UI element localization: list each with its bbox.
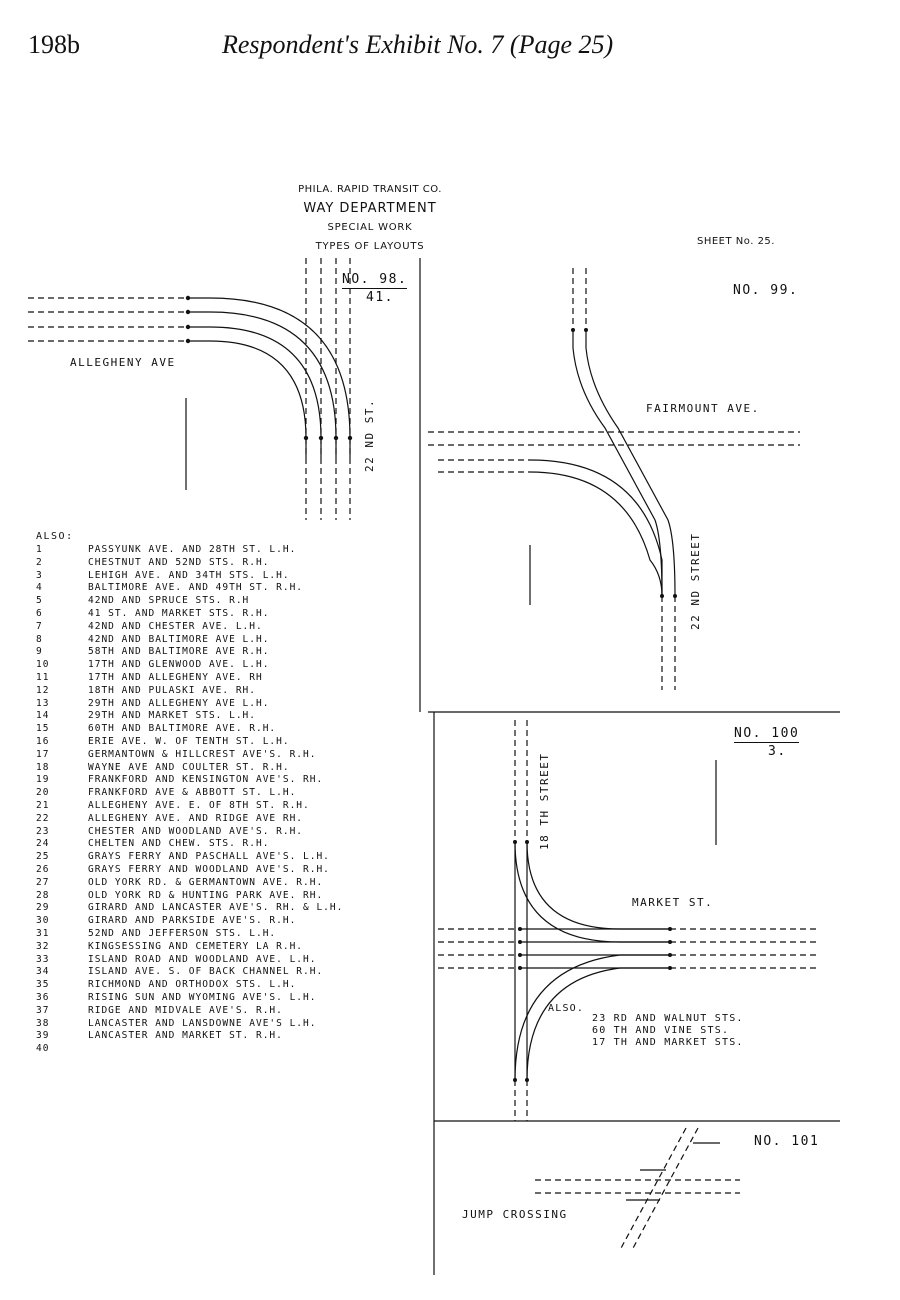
layout-98-number: NO. 98. xyxy=(342,272,408,287)
also-list-item-text: ISLAND AVE. S. OF BACK CHANNEL R.H. xyxy=(88,966,324,978)
also-list-item-text: GIRARD AND PARKSIDE AVE'S. R.H. xyxy=(88,915,297,927)
also-list-item-text: WAYNE AVE AND COULTER ST. R.H. xyxy=(88,761,290,773)
also-list-item-text: GERMANTOWN & HILLCREST AVE'S. R.H. xyxy=(88,748,317,760)
also-list-item-number: 36 xyxy=(36,992,50,1003)
also-list-item-number: 39 xyxy=(36,1030,50,1042)
also-list-item-number: 11 xyxy=(36,672,50,683)
also-list-item-number: 15 xyxy=(36,723,50,735)
layout-98-street-label: ALLEGHENY AVE xyxy=(70,356,176,369)
layout-100-also-label: ALSO. xyxy=(548,1003,585,1014)
also-list-item-text: ERIE AVE. W. OF TENTH ST. L.H. xyxy=(88,736,290,747)
layout-99-street-label: FAIRMOUNT AVE. xyxy=(646,402,760,415)
also-list-item-number: 6 xyxy=(36,608,43,619)
also-list-item-number: 32 xyxy=(36,940,50,952)
also-list-item-number: 3 xyxy=(36,569,43,581)
also-list-item-text: LANCASTER AND MARKET ST. R.H. xyxy=(88,1030,283,1042)
also-list-item-text: 41 ST. AND MARKET STS. R.H. xyxy=(88,608,270,619)
also-item: 17 TH AND MARKET STS. xyxy=(592,1037,744,1048)
also-list-item-number: 34 xyxy=(36,966,50,978)
also-list-item-text: RICHMOND AND ORTHODOX STS. L.H. xyxy=(88,979,297,991)
also-list-item-text: ISLAND ROAD AND WOODLAND AVE. L.H. xyxy=(88,953,317,965)
also-list-item-number: 8 xyxy=(36,633,43,645)
layout-100-street-label: MARKET ST. xyxy=(632,896,714,909)
also-list-item-number: 26 xyxy=(36,864,50,875)
also-list-item-text: 60TH AND BALTIMORE AVE. R.H. xyxy=(88,723,277,735)
also-list-item-text: 29TH AND ALLEGHENY AVE L.H. xyxy=(88,697,270,709)
also-list-item-text: 42ND AND CHESTER AVE. L.H. xyxy=(88,620,263,632)
also-list-item-number: 28 xyxy=(36,889,50,901)
also-list-item-number: 18 xyxy=(36,761,50,773)
also-list-item-text: 42ND AND BALTIMORE AVE L.H. xyxy=(88,633,270,645)
also-list-item-text: KINGSESSING AND CEMETERY LA R.H. xyxy=(88,940,304,952)
also-list-item-number: 31 xyxy=(36,928,50,939)
also-list-item-number: 19 xyxy=(36,774,50,786)
also-list-item-number: 35 xyxy=(36,979,50,991)
page-title: Respondent's Exhibit No. 7 (Page 25) xyxy=(222,30,614,59)
also-list-item-number: 13 xyxy=(36,697,50,709)
layout-100-also-items xyxy=(592,1013,744,1049)
also-list-item-number: 10 xyxy=(36,659,50,671)
company-name: PHILA. RAPID TRANSIT CO. xyxy=(298,184,442,195)
also-list-item-number: 40 xyxy=(36,1043,50,1055)
layout-101-drawing xyxy=(535,1128,740,1250)
also-list-item-text: 17TH AND ALLEGHENY AVE. RH xyxy=(88,672,263,683)
also-list-item-number: 2 xyxy=(36,556,43,568)
also-list-item-number: 27 xyxy=(36,876,50,888)
also-list-item-number: 20 xyxy=(36,787,50,799)
also-list-item-text: GRAYS FERRY AND WOODLAND AVE'S. R.H. xyxy=(88,864,330,875)
also-list-item-text: LANCASTER AND LANSDOWNE AVE'S L.H. xyxy=(88,1017,317,1029)
also-list-item-number: 7 xyxy=(36,620,43,632)
also-list-item-number: 22 xyxy=(36,812,50,824)
also-list-item-text: 17TH AND GLENWOOD AVE. L.H. xyxy=(88,659,270,671)
also-item: 60 TH AND VINE STS. xyxy=(592,1025,730,1036)
layout-98-cross-street: 22 ND ST. xyxy=(363,398,376,472)
also-list-item-number: 17 xyxy=(36,748,50,760)
also-list-item-number: 33 xyxy=(36,953,50,965)
also-list-item-text: 18TH AND PULASKI AVE. RH. xyxy=(88,684,256,696)
work-type: SPECIAL WORK xyxy=(327,222,413,233)
also-list-item-number: 16 xyxy=(36,736,50,747)
also-list-item-text: ALLEGHENY AVE. AND RIDGE AVE RH. xyxy=(88,812,304,824)
also-list-item-number: 1 xyxy=(36,544,43,555)
layout-101-number: NO. 101 xyxy=(754,1134,820,1149)
also-list-item-number: 37 xyxy=(36,1004,50,1016)
also-list-item-number: 38 xyxy=(36,1017,50,1029)
layout-99-cross-street: 22 ND STREET xyxy=(689,532,702,630)
also-list-item-text: ALLEGHENY AVE. E. OF 8TH ST. R.H. xyxy=(88,800,310,811)
also-list-item-text: 29TH AND MARKET STS. L.H. xyxy=(88,710,256,722)
also-list-item-number: 23 xyxy=(36,825,50,837)
sheet-number: SHEET No. 25. xyxy=(697,236,775,247)
page-number: 198b xyxy=(28,30,80,59)
department-name: WAY DEPARTMENT xyxy=(303,201,437,216)
also-list-item-text: GRAYS FERRY AND PASCHALL AVE'S. L.H. xyxy=(88,851,330,863)
also-list-item-text: CHESTER AND WOODLAND AVE'S. R.H. xyxy=(88,825,304,837)
layout-99-number: NO. 99. xyxy=(733,283,799,298)
layout-100-drawing xyxy=(438,720,820,1121)
layout-types: TYPES OF LAYOUTS xyxy=(315,241,425,252)
also-list-item-text: FRANKFORD AVE & ABBOTT ST. L.H. xyxy=(88,787,297,799)
also-list-item-number: 30 xyxy=(36,915,50,927)
layout-99-drawing xyxy=(428,268,800,690)
layout-98-count: 41. xyxy=(366,290,394,305)
also-list-item-number: 29 xyxy=(36,902,50,914)
also-list-item-text: 52ND AND JEFFERSON STS. L.H. xyxy=(88,928,277,939)
also-item: 23 RD AND WALNUT STS. xyxy=(592,1013,744,1024)
also-list-item-number: 5 xyxy=(36,595,43,607)
also-list-item-number: 9 xyxy=(36,646,43,658)
layout-100-cross-street: 18 TH STREET xyxy=(538,752,551,850)
layout-100-count: 3. xyxy=(768,744,787,759)
also-list-item-number: 12 xyxy=(36,684,50,696)
also-list-item-number: 25 xyxy=(36,851,50,863)
also-list-item-text: OLD YORK RD. & GERMANTOWN AVE. R.H. xyxy=(88,876,324,888)
layout-101-label: JUMP CROSSING xyxy=(462,1208,568,1221)
also-list-item-text: CHESTNUT AND 52ND STS. R.H. xyxy=(88,556,270,568)
also-list-heading: ALSO: xyxy=(36,531,74,542)
also-list-item-number: 21 xyxy=(36,800,50,811)
also-list-item-number: 4 xyxy=(36,582,43,594)
also-list-item-text: 42ND AND SPRUCE STS. R.H xyxy=(88,595,250,607)
also-list-item-text: CHELTEN AND CHEW. STS. R.H. xyxy=(88,838,270,850)
layout-100-number: NO. 100 xyxy=(734,726,800,741)
also-list-item-text: FRANKFORD AND KENSINGTON AVE'S. RH. xyxy=(88,774,324,786)
also-list-item-text: OLD YORK RD & HUNTING PARK AVE. RH. xyxy=(88,889,324,901)
also-list-item-text: GIRARD AND LANCASTER AVE'S. RH. & L.H. xyxy=(88,902,344,914)
also-list-item-number: 14 xyxy=(36,710,50,722)
also-list-item-text: RISING SUN AND WYOMING AVE'S. L.H. xyxy=(88,992,317,1003)
also-list-item-text: PASSYUNK AVE. AND 28TH ST. L.H. xyxy=(88,544,297,555)
also-list-item-text: LEHIGH AVE. AND 34TH STS. L.H. xyxy=(88,569,290,581)
also-list-item-text: 58TH AND BALTIMORE AVE R.H. xyxy=(88,646,270,658)
also-list-item-text: RIDGE AND MIDVALE AVE'S. R.H. xyxy=(88,1004,283,1016)
also-list-item-number: 24 xyxy=(36,838,50,850)
also-list-item-text: BALTIMORE AVE. AND 49TH ST. R.H. xyxy=(88,582,304,594)
